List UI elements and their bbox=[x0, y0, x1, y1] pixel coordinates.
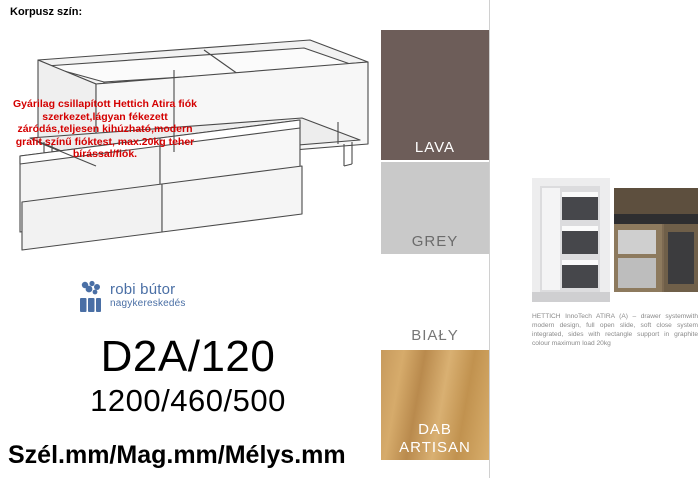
color-swatch-label-2: ARTISAN bbox=[399, 439, 471, 456]
color-swatch-label: BIAŁY bbox=[411, 327, 459, 344]
color-swatch-grey[interactable] bbox=[381, 162, 489, 254]
tree-logo-icon bbox=[78, 280, 104, 314]
color-swatch-label: LAVA bbox=[414, 139, 456, 156]
color-swatch-bialy[interactable] bbox=[381, 256, 489, 348]
photo-caption: HETTICH InnoTech ATIRA (A) – drawer systemwith modern design, full open slide, soft close system integrated, sides with rectangle support in graphite colour maximum load 20kg bbox=[532, 313, 698, 347]
brand-subtitle: nagykereskedés bbox=[110, 298, 186, 309]
color-swatch-label: GREY bbox=[411, 233, 459, 250]
product-code: D2A/120 bbox=[100, 332, 276, 381]
dimension-label: Szél.mm/Mag.mm/Mélys.mm bbox=[8, 441, 346, 469]
color-swatch-lava[interactable] bbox=[381, 30, 489, 160]
drawer-unit-photo bbox=[532, 178, 610, 302]
product-photos bbox=[532, 178, 698, 306]
brand-logo bbox=[78, 278, 278, 328]
color-column-title: Korpusz szín: bbox=[10, 6, 83, 18]
promo-text: Gyárilag csillapított Hettich Atira fiók szerkezet,lágyan fékezett záródás,teljesen kihúzható,modern grafit színű fióktest, max.20kg teher bírással/fiók. bbox=[13, 98, 197, 160]
color-swatch-dab-artisan[interactable] bbox=[381, 350, 489, 460]
brand-text bbox=[110, 282, 186, 310]
color-swatch-label: DAB bbox=[418, 421, 452, 438]
product-dimensions: 1200/460/500 bbox=[90, 383, 286, 418]
brand-name: robi bútor bbox=[110, 281, 176, 298]
kitchen-interior-photo bbox=[614, 188, 698, 292]
